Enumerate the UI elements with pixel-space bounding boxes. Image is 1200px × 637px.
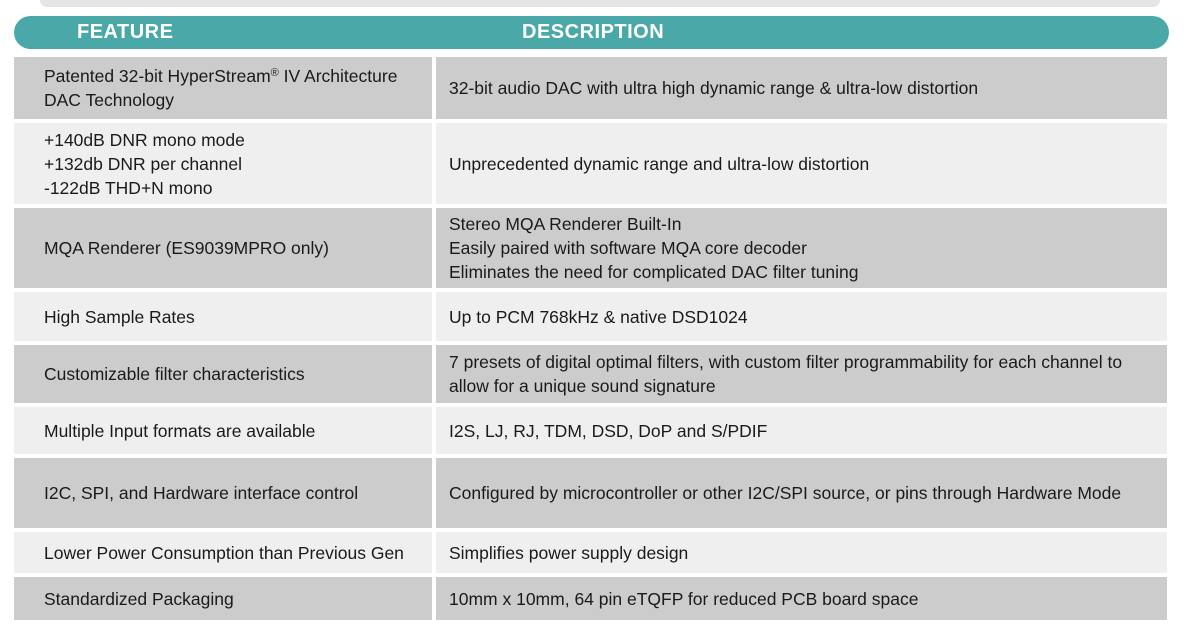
table-row [14, 407, 1167, 454]
description-line: Eliminates the need for complicated DAC filter tuning [449, 262, 859, 282]
description-line: 10mm x 10mm, 64 pin eTQFP for reduced PCB board space [449, 588, 919, 609]
feature-table [14, 57, 1167, 624]
feature-cell [14, 57, 432, 119]
description-cell [436, 123, 1167, 204]
registered-mark: ® [270, 67, 279, 79]
table-row [14, 345, 1167, 403]
description-cell [436, 292, 1167, 341]
feature-cell [14, 407, 432, 454]
table-row [14, 57, 1167, 119]
feature-line: Multiple Input formats are available [44, 420, 316, 441]
header-feature: FEATURE [77, 21, 174, 43]
feature-cell [14, 532, 432, 573]
table-row [14, 577, 1167, 620]
feature-cell [14, 292, 432, 341]
description-line: Easily paired with software MQA core decoder [449, 238, 807, 258]
feature-cell [14, 458, 432, 528]
feature-line: Lower Power Consumption than Previous Gen [44, 542, 404, 563]
description-cell [436, 208, 1167, 288]
description-line: Unprecedented dynamic range and ultra-low distortion [449, 153, 870, 174]
feature-line: MQA Renderer (ES9039MPRO only) [44, 238, 329, 258]
description-line: allow for a unique sound signature [449, 376, 716, 396]
description-cell [436, 407, 1167, 454]
feature-line: -122dB THD+N mono [44, 177, 213, 198]
header-description: DESCRIPTION [522, 21, 665, 43]
description-line: I2S, LJ, RJ, TDM, DSD, DoP and S/PDIF [449, 420, 768, 441]
feature-text-architecture: IV Architecture [278, 66, 398, 86]
description-cell [436, 345, 1167, 403]
table-header [14, 16, 1169, 49]
description-line: 32-bit audio DAC with ultra high dynamic range & ultra-low distortion [449, 78, 979, 98]
feature-line: I2C, SPI, and Hardware interface control [44, 483, 359, 503]
description-line: 7 presets of digital optimal filters, with custom filter programmability for each channel to [449, 352, 1123, 372]
description-cell [436, 577, 1167, 620]
feature-line: DAC Technology [44, 90, 175, 110]
top-decorative-bar [40, 0, 1160, 7]
feature-line: Standardized Packaging [44, 588, 234, 609]
feature-line: +140dB DNR mono mode [44, 129, 245, 150]
feature-line: +132db DNR per channel [44, 153, 242, 174]
table-row [14, 532, 1167, 573]
feature-line [44, 64, 432, 88]
feature-cell [14, 208, 432, 288]
description-cell [436, 532, 1167, 573]
description-line: Stereo MQA Renderer Built-In [449, 214, 682, 234]
description-cell [436, 57, 1167, 119]
description-line: Simplifies power supply design [449, 542, 689, 563]
description-cell [436, 458, 1167, 528]
description-line: Configured by microcontroller or other I2C/SPI source, or pins through Hardware Mode [449, 483, 1122, 503]
table-row [14, 458, 1167, 528]
feature-text-hyperstream: Patented 32-bit HyperStream [44, 66, 271, 86]
feature-cell [14, 345, 432, 403]
feature-cell [14, 577, 432, 620]
feature-line: Customizable filter characteristics [44, 364, 305, 384]
feature-line: High Sample Rates [44, 306, 195, 327]
table-row [14, 208, 1167, 288]
feature-cell [14, 123, 432, 204]
description-line: Up to PCM 768kHz & native DSD1024 [449, 306, 748, 327]
table-row [14, 292, 1167, 341]
table-row [14, 123, 1167, 204]
